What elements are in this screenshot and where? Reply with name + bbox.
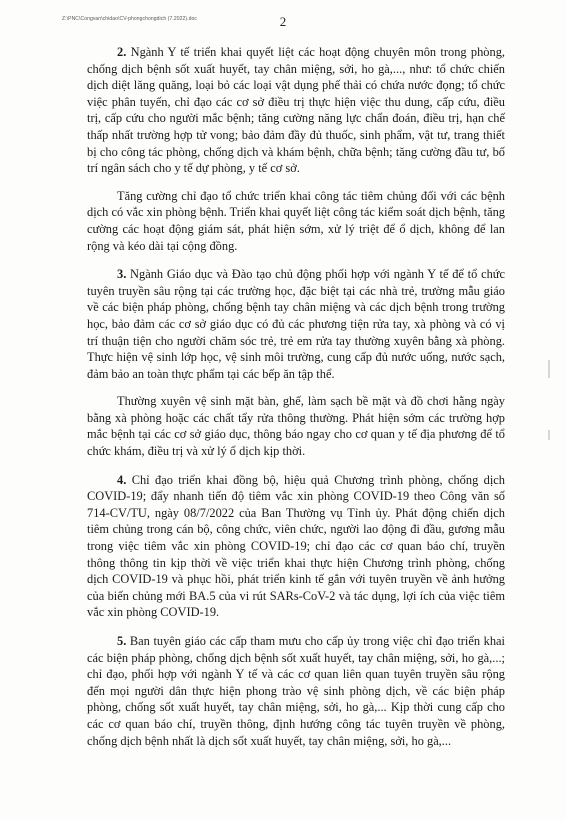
paragraph-number: 4. [117,472,127,487]
paragraph-hygiene [87,393,505,459]
paragraph-5 [87,633,505,749]
paragraph-text: Ngành Giáo dục và Đào tạo chủ động phối hợp với ngành Y tế để tổ chức tuyên truyền sâu rộng tại các trường học, đặc biệt tại các nhà trẻ, trường mẫu giáo về các biện pháp phòng, chống bệnh tay chân miệng và các dịch bệnh trong trường học, bảo đảm các cơ sở giáo dục có đủ các phương tiện rửa tay, xà phòng và có vị trí thuận tiện cho người chăm sóc trẻ, trẻ em rửa tay thường xuyên bằng xà phòng. Thực hiện vệ sinh lớp học, vệ sinh môi trường, cung cấp đủ nước uống, nước sạch, đảm bảo an toàn thực phẩm tại các bếp ăn tập thể. [87,267,505,381]
paragraph-text: Thường xuyên vệ sinh mặt bàn, ghế, làm sạch bề mặt và đồ chơi hằng ngày bằng xà phòng hoặc các chất tẩy rửa thông thường. Phát hiện sớm các trường hợp mắc bệnh tại các cơ sở giáo dục, thông báo ngay cho cơ quan y tế địa phương để tổ chức khám, điều trị và xử lý ổ dịch kịp thời. [87,394,505,459]
file-path-header: Z:\PNC\Congvan\chidao\CV-phongchongdich (7.2022).doc [62,16,198,22]
document-body [87,44,505,761]
paragraph-number: 3. [117,267,127,282]
paragraph-text: Ngành Y tế triển khai quyết liệt các hoạt động chuyên môn trong phòng, chống dịch bệnh sốt xuất huyết, tay chân miệng, sởi, ho gà,..., như: tổ chức chiến dịch diệt lăng quăng, loại bỏ các loại vật dụng phế thải có chứa nước đọng; tổ chức việc phân tuyến, chỉ đạo các cơ sở điều trị thực hiện việc thu dung, cấp cứu, điều trị, cấp cứu cho người mắc bệnh; tăng cường năng lực chẩn đoán, điều trị, hạn chế thấp nhất trường hợp tử vong; bảo đảm đầy đủ thuốc, sinh phẩm, vật tư, trang thiết bị cho công tác phòng, chống dịch và khám bệnh, chữa bệnh; tăng cường đầu tư, bố trí ngân sách cho y tế dự phòng, y tế cơ sở. [87,45,505,176]
paragraph-number: 2. [117,45,127,59]
paragraph-text: Chỉ đạo triển khai đồng bộ, hiệu quả Chương trình phòng, chống dịch COVID-19; đẩy nhanh tiến độ tiêm vắc xin phòng COVID-19 theo Công văn số 714-CV/TU, ngày 08/7/2022 của Ban Thường vụ Tỉnh ủy. Phát động chiến dịch tiêm chủng trong cán bộ, công chức, viên chức, người lao động đi đầu, gương mẫu trong việc tiêm vắc xin phòng COVID-19; chỉ đạo các cơ quan báo chí, truyền thông thông tin kịp thời về việc triển khai thực hiện Chương trình phòng, chống dịch COVID-19 và phục hồi, phát triển kinh tế gắn với tuyên truyền về ảnh hưởng của biến chủng mới BA.5 của vi rút SARs-CoV-2 và tác dụng, lợi ích của việc tiêm vắc xin phòng COVID-19. [87,472,505,620]
paragraph-3 [87,266,505,382]
page-number: 2 [279,14,287,29]
paragraph-text: Ban tuyên giáo các cấp tham mưu cho cấp ủy trong việc chỉ đạo triển khai các biện pháp phòng, chống dịch bệnh sốt xuất huyết, tay chân miệng, sởi, ho gà,...; chỉ đạo, phối hợp với ngành Y tế và các cơ quan liên quan tuyên truyền sâu rộng đến mọi người dân thực hiện phong trào vệ sinh phòng dịch, về các biện pháp phòng, chống sốt xuất huyết, tay chân miệng, sởi, ho gà,... Kịp thời cung cấp cho các cơ quan báo chí, truyền thông, định hướng công tác tuyên truyền về phòng, chống dịch bệnh nhất là dịch sốt xuất huyết, tay chân miệng, sởi, ho gà,... [87,634,505,748]
paragraph-text: Tăng cường chỉ đạo tổ chức triển khai công tác tiêm chủng đối với các bệnh dịch có vắc xin phòng bệnh. Triển khai quyết liệt công tác kiểm soát dịch bệnh, tăng cường các hoạt động giám sát, phát hiện sớm, xử lý triệt để ổ dịch, không để lan rộng và kéo dài tại cộng đồng. [87,188,505,253]
scan-artifact [548,430,550,440]
scan-artifact [548,360,550,378]
paragraph-4 [87,472,505,621]
paragraph-vaccination [87,188,505,254]
paragraph-2 [87,44,505,177]
paragraph-number: 5. [117,634,127,648]
